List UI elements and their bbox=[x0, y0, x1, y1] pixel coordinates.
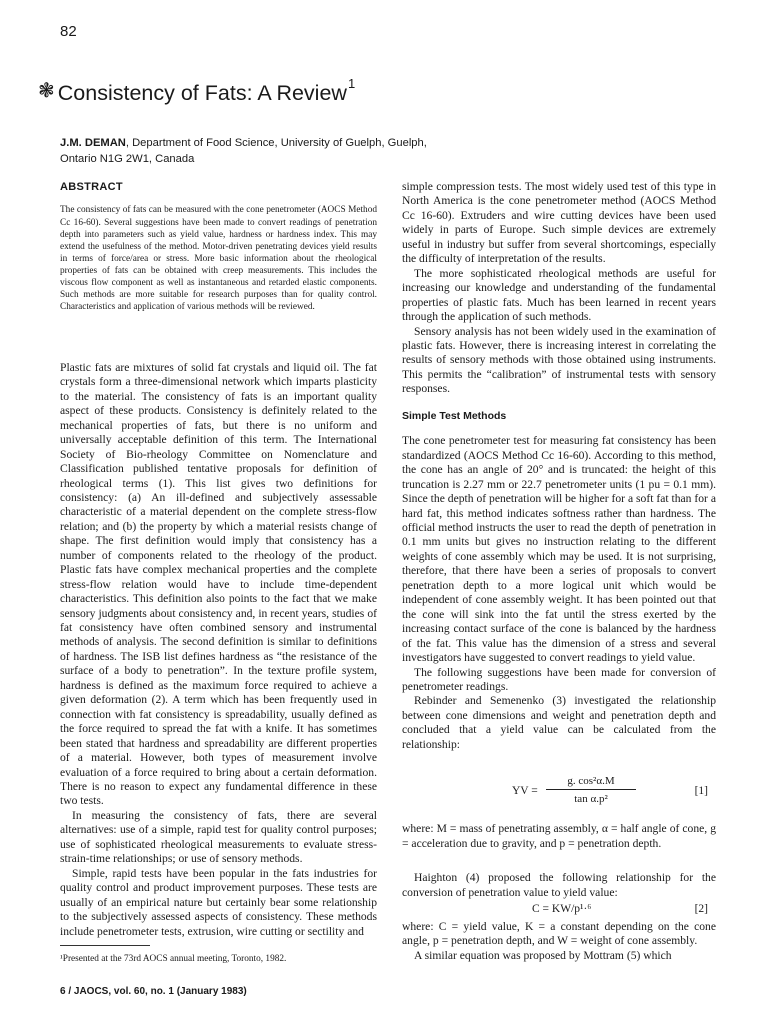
body-paragraph: Simple, rapid tests have been popular in the fats industries for quality control and product improvement purposes. These tests are usually of an empirical nature but certainly bear some relationship to the subjectively assessed aspects of consistency. These methods include penetrometer tests, extrusion, wire cutting or sectility and bbox=[60, 866, 377, 938]
author-block bbox=[60, 136, 480, 167]
body-paragraph: A similar equation was proposed by Mottram (5) which bbox=[414, 948, 672, 962]
page-number: 82 bbox=[60, 23, 77, 40]
author-address: Ontario N1G 2W1, Canada bbox=[60, 152, 195, 165]
body-paragraph: simple compression tests. The most widely used test of this type in North America is the cone penetrometer method (AOCS Method Cc 16-60). Extruders and wire cutting devices have been used widely in parts of Europe. Such simple devices are extremely useful in industry but suffer from several shortcomings, especially the difficulty of interpretation of the results. bbox=[402, 180, 716, 266]
abstract-heading: ABSTRACT bbox=[60, 181, 123, 193]
equation-definition: where: M = mass of penetrating assembly, α = half angle of cone, g = acceleration due to gravity, and p = penetration depth. bbox=[402, 822, 716, 850]
left-column bbox=[60, 180, 377, 939]
body-paragraph: The following suggestions have been made for conversion of penetrometer readings. bbox=[402, 665, 716, 693]
equation-numerator: g. cos²α.M bbox=[546, 774, 636, 790]
author-name: J.M. DEMAN bbox=[60, 137, 126, 149]
body-paragraph: Rebinder and Semenenko (3) investigated the relationship between cone dimensions and weight and penetration depth and concluded that a yield value can be calculated from the relationship: bbox=[402, 694, 716, 751]
equation-body: C = KW/p¹·⁶ bbox=[532, 903, 592, 916]
paper-title: Consistency of Fats: A Review bbox=[57, 81, 347, 105]
footnote-rule bbox=[60, 945, 150, 946]
right-column bbox=[402, 180, 716, 963]
equation-2 bbox=[402, 900, 716, 920]
equation-label: [1] bbox=[694, 785, 708, 798]
equation-label: [2] bbox=[694, 903, 708, 916]
author-affiliation: , Department of Food Science, University of Guelph, Guelph, bbox=[125, 137, 427, 149]
title-block bbox=[38, 76, 355, 106]
equation-fraction bbox=[546, 774, 636, 806]
title-footnote-marker: 1 bbox=[347, 76, 356, 91]
abstract-text: The consistency of fats can be measured with the cone penetrometer (AOCS Method Cc 16-60). Several suggestions have been made to convert readings of penetration depth into parameters such as yield value, hardness or hardness index. This may extend the usefulness of the method. Motor-driven penetrating devices yield results in terms of force/area or stress. More basic information about the rheological properties of fats can be obtained with creep measurements. This includes the viscous flow component as well as instantaneous and retarded elastic components. Such methods are more suitable for research purposes than for quality control. Characteristics and application of various methods will be reviewed. bbox=[60, 205, 377, 312]
footnote: ¹Presented at the 73rd AOCS annual meeting, Toronto, 1982. bbox=[60, 954, 287, 964]
journal-citation: 6 / JAOCS, vol. 60, no. 1 (January 1983) bbox=[60, 986, 247, 997]
body-paragraph: Sensory analysis has not been widely used in the examination of plastic fats. However, there is increasing interest in correlating the results of sensory methods with those obtained using instruments. This permits the “calibration” of instrumental tests with sensory responses. bbox=[402, 324, 716, 396]
ornament-icon: ❃ bbox=[38, 80, 55, 102]
equation-lhs: YV = bbox=[512, 785, 538, 798]
body-paragraph: In measuring the consistency of fats, there are several alternatives: use of a simple, rapid test for quality control purposes; use of sophisticated rheological measurements to evaluate stress-strain-time relationships; or use of sensory methods. bbox=[60, 808, 377, 866]
equation-definition: where: C = yield value, K = a constant depending on the cone angle, p = penetration depth, and W = weight of cone assembly. bbox=[402, 920, 716, 948]
equation-denominator: tan α.p² bbox=[574, 793, 608, 806]
section-heading: Simple Test Methods bbox=[402, 409, 507, 422]
body-paragraph: Haighton (4) proposed the following relationship for the conversion of penetration value to yield value: bbox=[402, 871, 716, 899]
body-paragraph: The cone penetrometer test for measuring fat consistency has been standardized (AOCS Method Cc 16-60). According to this method, the cone has an angle of 20° and is truncated: the height of this truncation is 2.27 mm or 22.7 penetrometer units (1 pu = 0.1 mm). Since the depth of penetration will be higher for a soft fat than for a hard fat, this method indicates softness rather than hardness. The official method instructs the user to read the depth of penetration in 0.1 mm units but gives no instruction relating to the different weights of cone assembly which may be used. It is not surprising, therefore, that there have been a series of proposals to convert penetration depth to a more logical unit which would be independent of cone assembly weight. It has been pointed out that the cone will sink into the fat until the stress exerted by the increasing contact surface of the cone is balanced by the hardness of the fat. This value has the dimension of a stress and several investigators have suggested to convert readings to yield value. bbox=[402, 434, 716, 665]
body-paragraph: The more sophisticated rheological methods are useful for increasing our knowledge and understanding of the fundamental properties of plastic fats. Much has been learned in recent years through the application of such methods. bbox=[402, 266, 716, 324]
equation-1 bbox=[402, 774, 716, 816]
body-paragraph: Plastic fats are mixtures of solid fat crystals and liquid oil. The fat crystals form a three-dimensional network which imparts plasticity to the material. The consistency of fats is an important quality aspect of these products. Consistency is definitely related to the mechanical properties of fats, but there is no uniform and universally acceptable definition of this term. The International Society of Bio-rheology Committee on Nomenclature and Classification published tentative proposals for definition of rheological terms (1). This list gives two definitions for consistency: (a) An ill-defined and subjectively assessable characteristic of a material dependent on the complete stress-flow relation; and (b) the property by which a material resists change of shape. The first definition would imply that consistency has a number of components related to the rheology of the product. Plastic fats have complex mechanical properties and the complete stress-flow relation would have to include time-dependent characteristics. This definition also points to the fact that we make sensory judgments about consistency and, in recent years, studies of fat consistency have often combined sensory and instrumental methods of analysis. The second definition is similar to definitions of hardness. The ISB list defines hardness as “the resistance of the surface of a body to penetration”. In the texture profile system, hardness is defined as the maximum force required to achieve a given deformation (2). A term which has been frequently used in connection with fat consistency is spreadability, usually defined as the force required to spread the fat with a knife. It has sometimes been stated that hardness and spreadability are different properties of a material. However, both types of measurement involve evaluation of a force required to bring about a certain deformation. There is no reason to expect any fundamental difference in these two tests. bbox=[60, 360, 377, 808]
